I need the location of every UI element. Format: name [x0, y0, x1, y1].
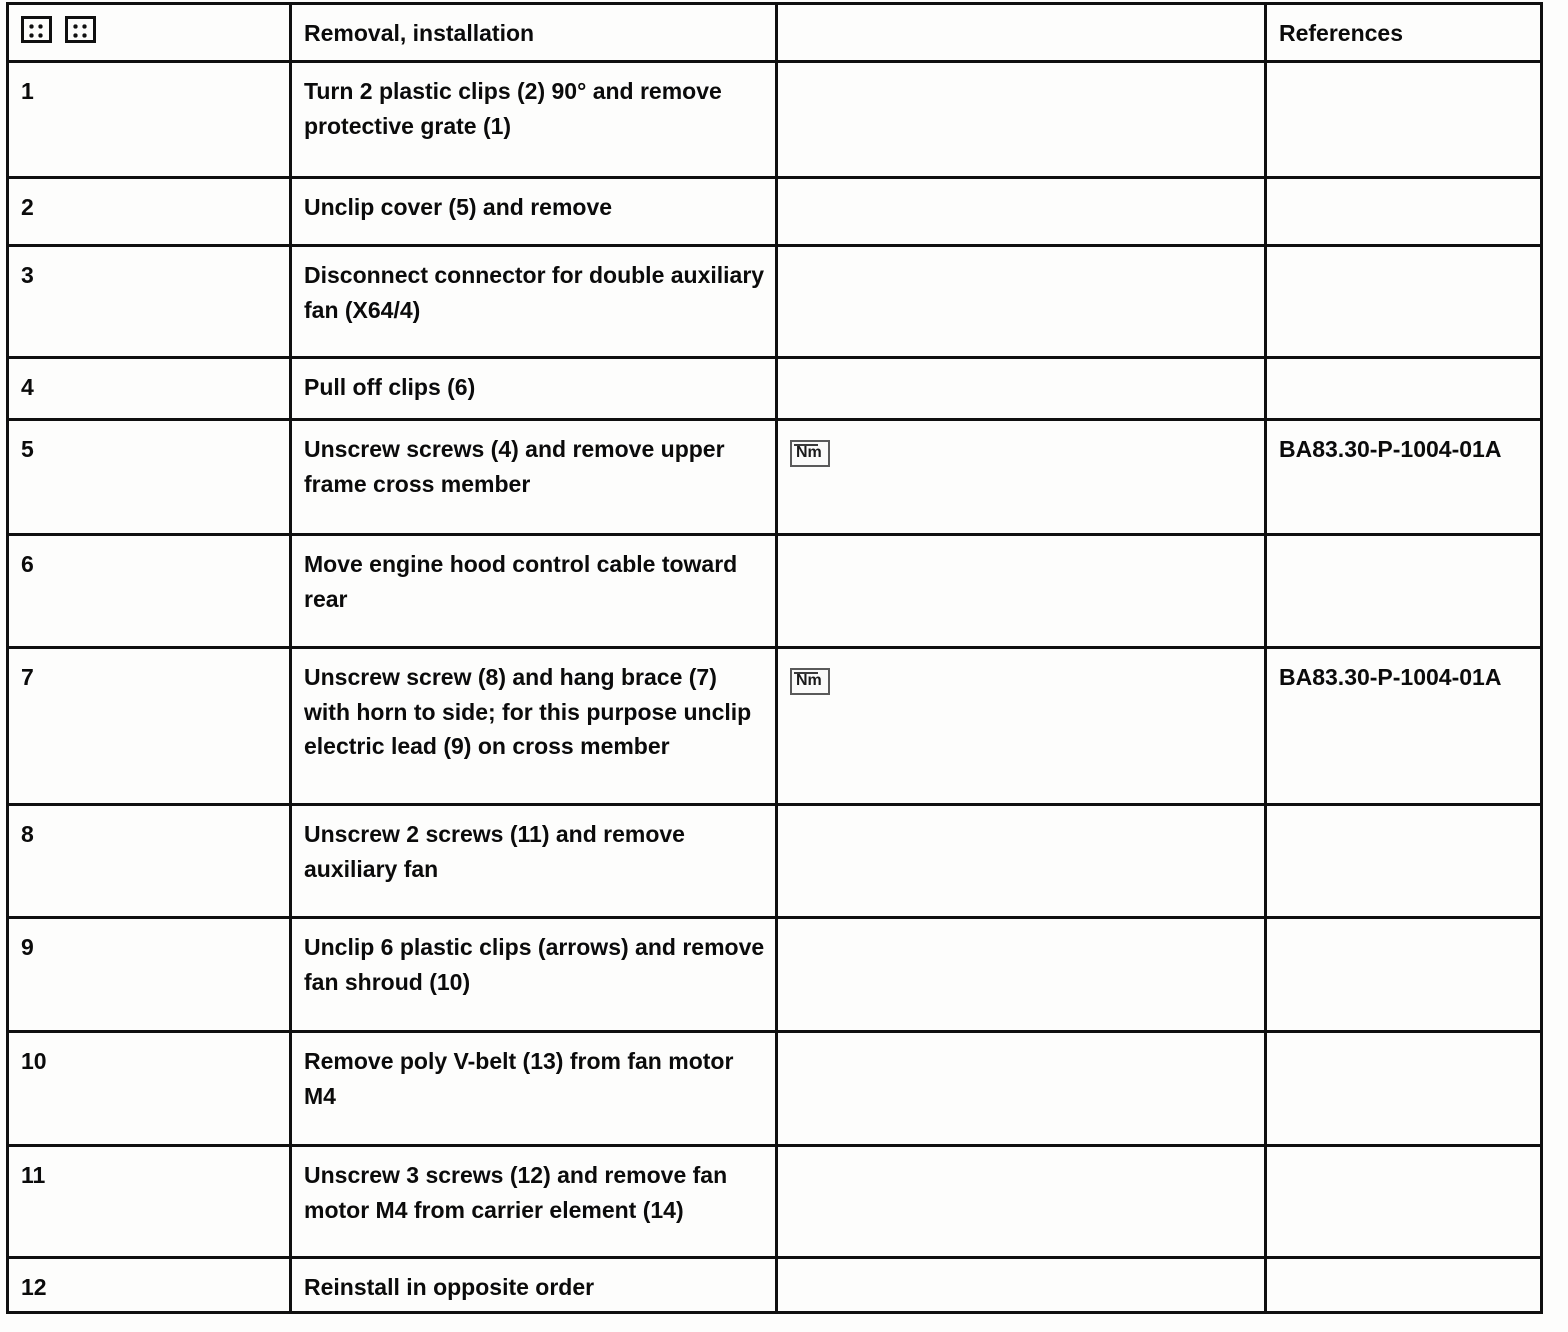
torque-cell — [777, 178, 1266, 246]
reference-text: BA83.30-P-1004-01A — [1279, 436, 1502, 462]
removal-installation-table — [6, 2, 1543, 1314]
step-number-cell — [8, 648, 291, 805]
torque-cell — [777, 246, 1266, 358]
step-number: 3 — [21, 262, 34, 288]
table-header-row — [8, 4, 1542, 62]
table-row — [8, 1032, 1542, 1146]
step-number-cell — [8, 420, 291, 535]
step-number: 7 — [21, 664, 34, 690]
fan-icon — [21, 16, 52, 43]
table-row — [8, 918, 1542, 1032]
table-row — [8, 62, 1542, 178]
step-number-cell — [8, 178, 291, 246]
instruction-text: Unclip cover (5) and remove — [304, 194, 613, 220]
torque-cell — [777, 805, 1266, 918]
table-row — [8, 535, 1542, 648]
instruction-cell — [291, 918, 777, 1032]
fan-icon-dots — [70, 21, 91, 38]
step-number: 2 — [21, 194, 34, 220]
instruction-cell — [291, 535, 777, 648]
torque-cell — [777, 918, 1266, 1032]
reference-cell — [1266, 246, 1542, 358]
reference-cell — [1266, 535, 1542, 648]
step-number-cell — [8, 1258, 291, 1313]
fan-icon-dots — [26, 21, 47, 38]
step-number-cell — [8, 358, 291, 420]
header-references-cell — [1266, 4, 1542, 62]
header-title: Removal, installation — [304, 20, 535, 46]
nm-torque-icon: Nm — [790, 440, 830, 467]
instruction-text: Unclip 6 plastic clips (arrows) and remove fan shroud (10) — [304, 934, 765, 995]
instruction-text: Unscrew screws (4) and remove upper frame cross member — [304, 436, 725, 497]
step-number-cell — [8, 1032, 291, 1146]
table-row — [8, 1258, 1542, 1313]
header-title-cell — [291, 4, 777, 62]
instruction-cell — [291, 246, 777, 358]
step-number-cell — [8, 62, 291, 178]
torque-cell — [777, 62, 1266, 178]
reference-cell — [1266, 420, 1542, 535]
table-row — [8, 1146, 1542, 1258]
step-number: 8 — [21, 821, 34, 847]
instruction-text: Unscrew screw (8) and hang brace (7) with horn to side; for this purpose unclip electric lead (9) on cross member — [304, 664, 752, 759]
fan-icon — [65, 16, 96, 43]
torque-cell — [777, 358, 1266, 420]
step-number-cell — [8, 1146, 291, 1258]
step-number-cell — [8, 535, 291, 648]
reference-text: BA83.30-P-1004-01A — [1279, 664, 1502, 690]
instruction-text: Unscrew 3 screws (12) and remove fan motor M4 from carrier element (14) — [304, 1162, 728, 1223]
step-number: 12 — [21, 1274, 47, 1300]
instruction-text: Disconnect connector for double auxiliary fan (X64/4) — [304, 262, 765, 323]
step-number: 1 — [21, 78, 34, 104]
step-number-cell — [8, 805, 291, 918]
table-row — [8, 358, 1542, 420]
step-number-cell — [8, 918, 291, 1032]
reference-cell — [1266, 1146, 1542, 1258]
reference-cell — [1266, 1258, 1542, 1313]
instruction-cell — [291, 62, 777, 178]
torque-cell — [777, 1032, 1266, 1146]
header-references: References — [1279, 20, 1404, 46]
instruction-text: Turn 2 plastic clips (2) 90° and remove protective grate (1) — [304, 78, 722, 139]
table-row — [8, 246, 1542, 358]
reference-cell — [1266, 178, 1542, 246]
instruction-cell — [291, 1146, 777, 1258]
nm-torque-icon: Nm — [790, 668, 830, 695]
instruction-cell — [291, 178, 777, 246]
header-icons-cell — [8, 4, 291, 62]
step-number: 11 — [21, 1162, 46, 1188]
reference-cell — [1266, 62, 1542, 178]
reference-cell — [1266, 805, 1542, 918]
table-row — [8, 420, 1542, 535]
instruction-text: Remove poly V-belt (13) from fan motor M4 — [304, 1048, 734, 1109]
instruction-cell — [291, 358, 777, 420]
reference-cell — [1266, 918, 1542, 1032]
header-torque-cell — [777, 4, 1266, 62]
instruction-text: Unscrew 2 screws (11) and remove auxiliary fan — [304, 821, 685, 882]
torque-cell — [777, 1258, 1266, 1313]
instruction-text: Reinstall in opposite order — [304, 1274, 595, 1300]
step-number-cell — [8, 246, 291, 358]
reference-cell — [1266, 1032, 1542, 1146]
instruction-cell — [291, 1032, 777, 1146]
step-number: 6 — [21, 551, 34, 577]
torque-cell — [777, 420, 1266, 535]
step-number: 10 — [21, 1048, 47, 1074]
instruction-cell — [291, 420, 777, 535]
torque-cell — [777, 648, 1266, 805]
instruction-cell — [291, 805, 777, 918]
instruction-cell — [291, 1258, 777, 1313]
torque-cell — [777, 1146, 1266, 1258]
manual-page — [6, 2, 1543, 1314]
instruction-cell — [291, 648, 777, 805]
instruction-text: Pull off clips (6) — [304, 374, 476, 400]
step-number: 9 — [21, 934, 34, 960]
torque-cell — [777, 535, 1266, 648]
table-row — [8, 648, 1542, 805]
instruction-text: Move engine hood control cable toward rear — [304, 551, 738, 612]
step-number: 5 — [21, 436, 34, 462]
table-row — [8, 805, 1542, 918]
reference-cell — [1266, 648, 1542, 805]
step-number: 4 — [21, 374, 34, 400]
table-row — [8, 178, 1542, 246]
reference-cell — [1266, 358, 1542, 420]
